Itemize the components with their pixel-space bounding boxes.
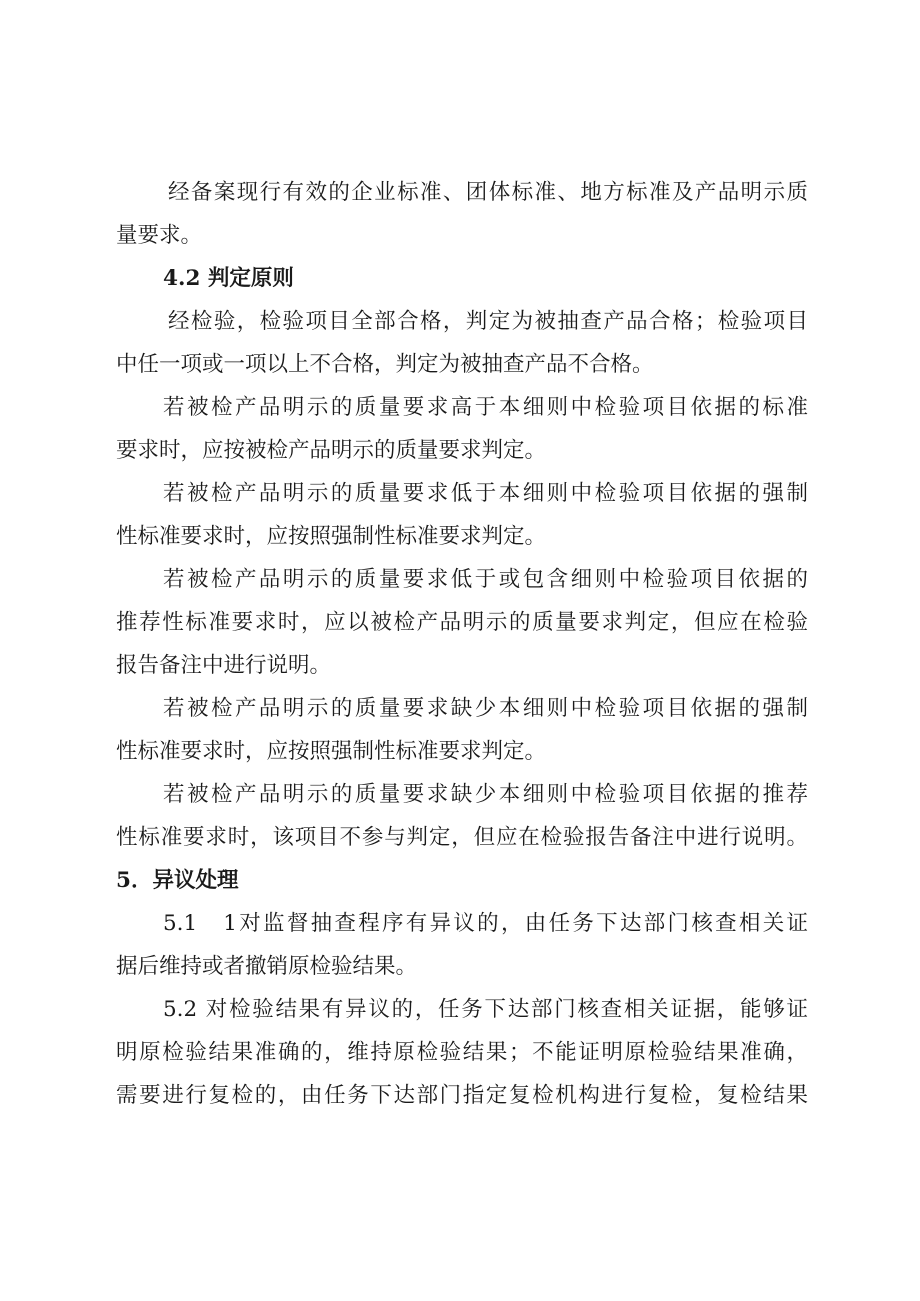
- body-text-line: 若被检产品明示的质量要求高于本细则中检验项目依据的标准: [163, 395, 808, 420]
- body-text-line: 报告备注中进行说明。: [116, 653, 332, 678]
- body-text-line: 5.1 1对监督抽查程序有异议的，由任务下达部门核查相关证: [163, 911, 808, 936]
- body-text-line: 推荐性标准要求时，应以被检产品明示的质量要求判定，但应在检验: [116, 610, 808, 635]
- body-text-line: 5.2 对检验结果有异议的，任务下达部门核查相关证据，能够证: [163, 997, 808, 1022]
- section-heading-4-2: 4.2 判定原则: [163, 266, 294, 291]
- body-text-line: 性标准要求时，应按照强制性标准要求判定。: [116, 739, 547, 764]
- body-text-line: 性标准要求时，应按照强制性标准要求判定。: [116, 524, 547, 549]
- body-text-line: 需要进行复检的，由任务下达部门指定复检机构进行复检，复检结果: [116, 1083, 808, 1108]
- body-text-line: 若被检产品明示的质量要求缺少本细则中检验项目依据的强制: [163, 696, 808, 721]
- body-text-line: 明原检验结果准确的，维持原检验结果；不能证明原检验结果准确，: [116, 1040, 808, 1065]
- body-text-line: 若被检产品明示的质量要求缺少本细则中检验项目依据的推荐: [163, 782, 808, 807]
- body-text-line: 若被检产品明示的质量要求低于本细则中检验项目依据的强制: [163, 481, 808, 506]
- section-heading-5: 5．异议处理: [116, 868, 239, 893]
- body-text-line: 据后维持或者撤销原检验结果。: [116, 954, 418, 979]
- body-text-line: 若被检产品明示的质量要求低于或包含细则中检验项目依据的: [163, 567, 808, 592]
- body-text-line: 量要求。: [116, 223, 203, 248]
- body-text-line: 要求时，应按被检产品明示的质量要求判定。: [116, 438, 547, 463]
- body-text-line: 经备案现行有效的企业标准、团体标准、地方标准及产品明示质: [168, 180, 808, 205]
- body-text-line: 中任一项或一项以上不合格，判定为被抽查产品不合格。: [116, 352, 654, 377]
- body-text-line: 经检验，检验项目全部合格，判定为被抽查产品合格；检验项目: [168, 309, 808, 334]
- body-text-line: 性标准要求时，该项目不参与判定，但应在检验报告备注中进行说明。: [116, 825, 808, 850]
